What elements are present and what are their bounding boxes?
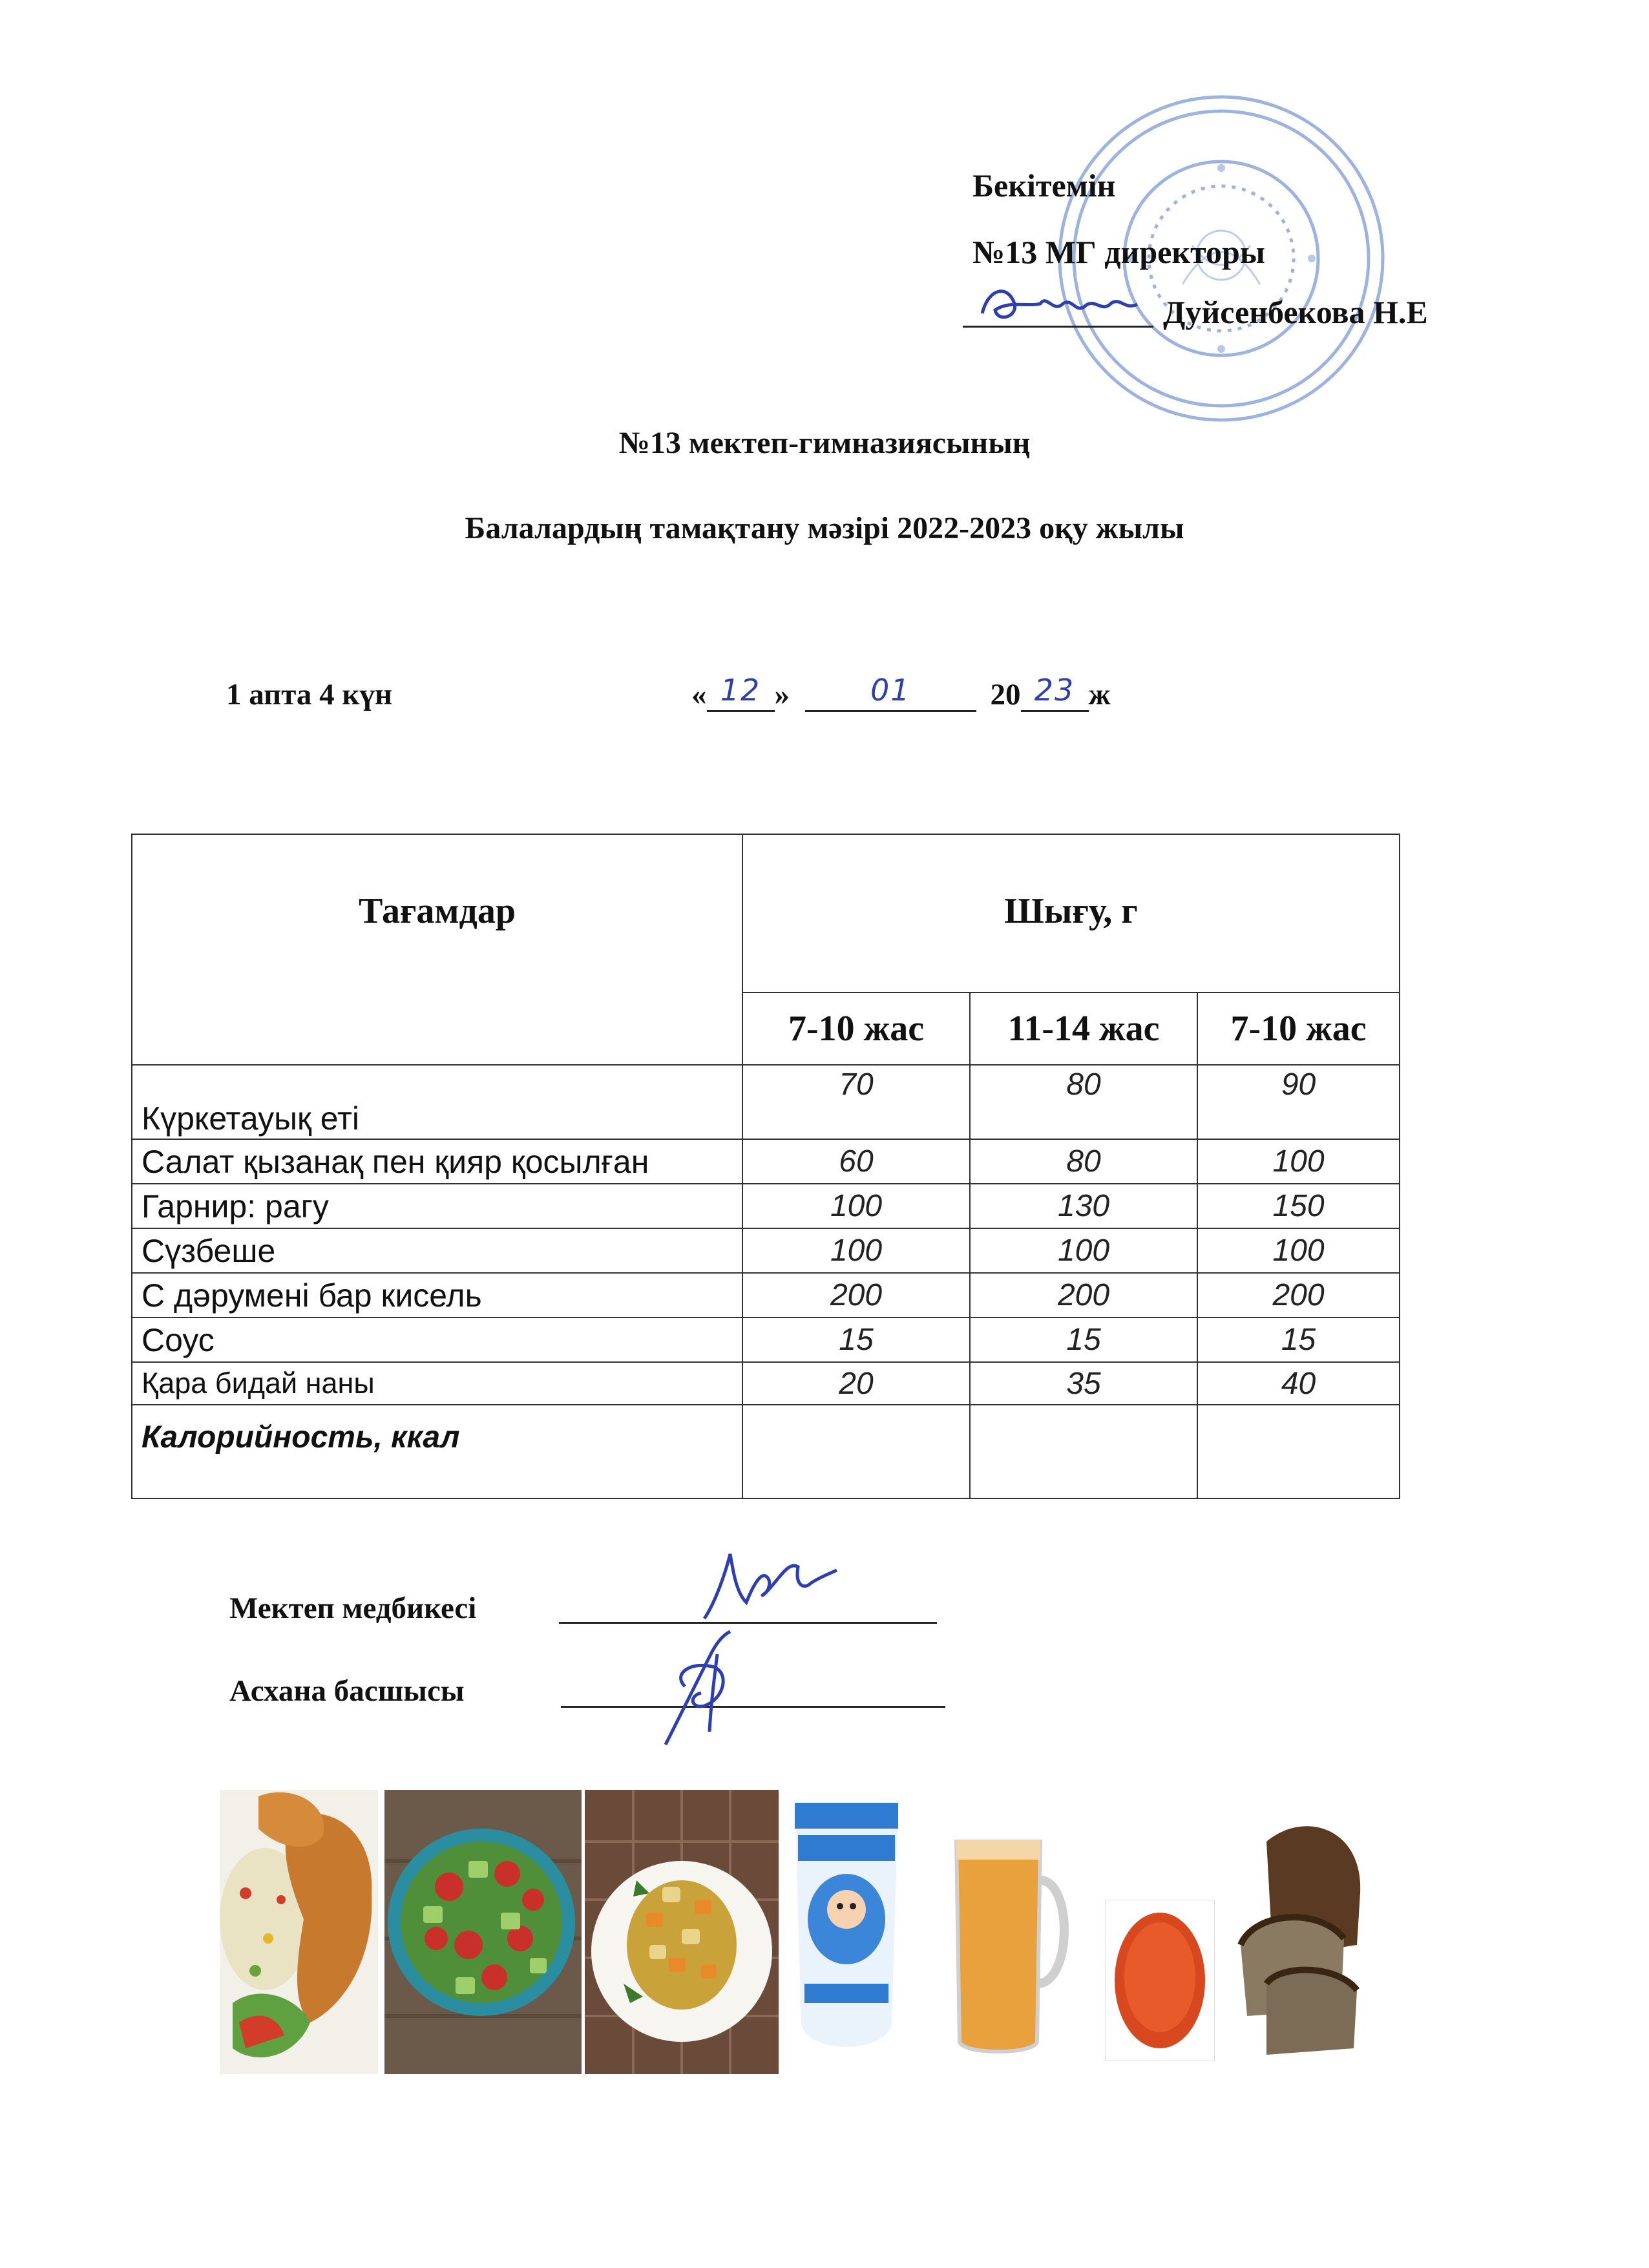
portion-value: 100 bbox=[742, 1184, 970, 1228]
age-group-header: 7-10 жас bbox=[1197, 992, 1400, 1065]
dish-name: Соус bbox=[132, 1318, 742, 1362]
sauce-photo bbox=[1105, 1900, 1215, 2061]
output-header: Шығу, г bbox=[742, 834, 1400, 992]
table-row bbox=[132, 1139, 1400, 1184]
month-blank bbox=[805, 673, 976, 712]
director-name: Дуйсенбекова Н.Е bbox=[1163, 294, 1428, 330]
year-blank bbox=[1021, 673, 1089, 712]
nurse-label: Мектеп медбикесі bbox=[229, 1591, 477, 1625]
portion-value: 15 bbox=[970, 1318, 1197, 1362]
year-mark: ж bbox=[1088, 678, 1111, 711]
portion-value: 15 bbox=[742, 1318, 970, 1362]
day-blank bbox=[707, 673, 775, 712]
portion-value: 150 bbox=[1197, 1184, 1400, 1228]
year-prefix: 20 bbox=[990, 678, 1021, 711]
table-row bbox=[132, 1065, 1400, 1139]
close-quote: » bbox=[774, 678, 790, 711]
dish-name: Сүзбеше bbox=[132, 1228, 742, 1273]
portion-value: 130 bbox=[970, 1184, 1197, 1228]
portion-value: 100 bbox=[1197, 1139, 1400, 1184]
portion-value: 100 bbox=[1197, 1228, 1400, 1273]
dishes-header: Тағамдар bbox=[132, 834, 742, 1065]
table-row bbox=[132, 1318, 1400, 1362]
table-row bbox=[132, 1184, 1400, 1228]
open-quote: « bbox=[691, 678, 707, 711]
dish-name: Салат қызанақ пен қияр қосылған bbox=[132, 1139, 742, 1184]
approval-heading: Бекітемін bbox=[972, 167, 1116, 204]
fried-chicken-photo bbox=[220, 1790, 378, 2074]
age-group-header: 11-14 жас bbox=[970, 992, 1197, 1065]
portion-value: 100 bbox=[742, 1228, 970, 1273]
rye-bread-photo bbox=[1228, 1816, 1363, 2061]
table-row bbox=[132, 1228, 1400, 1273]
dish-name: Гарнир: рагу bbox=[132, 1184, 742, 1228]
day-value: 12 bbox=[720, 673, 761, 708]
salad-photo bbox=[384, 1790, 582, 2074]
yogurt-photo bbox=[785, 1790, 908, 2074]
calories-row bbox=[132, 1405, 1400, 1498]
menu-title: Балалардың тамақтану мәзірі 2022-2023 оқу жылы bbox=[465, 511, 1184, 545]
portion-value: 35 bbox=[970, 1362, 1197, 1405]
portion-value: 200 bbox=[1197, 1273, 1400, 1318]
week-day-label: 1 апта 4 күн bbox=[226, 678, 393, 711]
portion-value: 200 bbox=[970, 1273, 1197, 1318]
portion-value: 60 bbox=[742, 1139, 970, 1184]
table-row bbox=[132, 1273, 1400, 1318]
year-value: 23 bbox=[1034, 673, 1075, 708]
menu-table bbox=[131, 834, 1400, 1499]
portion-value: 100 bbox=[970, 1228, 1197, 1273]
school-title: №13 мектеп-гимназиясының bbox=[618, 426, 1031, 460]
portion-value: 80 bbox=[970, 1139, 1197, 1184]
calories-value bbox=[1197, 1405, 1400, 1498]
portion-value: 40 bbox=[1197, 1362, 1400, 1405]
date-field bbox=[691, 673, 1111, 712]
portion-value: 15 bbox=[1197, 1318, 1400, 1362]
calories-label: Калорийность, ккал bbox=[132, 1405, 742, 1498]
table-row bbox=[132, 1362, 1400, 1405]
age-group-header: 7-10 жас bbox=[742, 992, 970, 1065]
director-signature bbox=[969, 275, 1163, 336]
dish-name: С дәрумені бар кисель bbox=[132, 1273, 742, 1318]
portion-value: 90 bbox=[1197, 1065, 1400, 1139]
approval-position: №13 МГ директоры bbox=[972, 234, 1265, 270]
dish-name: Күркетауық еті bbox=[132, 1065, 742, 1139]
portion-value: 200 bbox=[742, 1273, 970, 1318]
calories-value bbox=[742, 1405, 970, 1498]
portion-value: 70 bbox=[742, 1065, 970, 1139]
kissel-photo bbox=[943, 1829, 1073, 2061]
dish-name: Қара бидай наны bbox=[132, 1362, 742, 1405]
canteen-head-signature bbox=[653, 1628, 762, 1751]
canteen-head-label: Асхана басшысы bbox=[229, 1674, 465, 1708]
portion-value: 20 bbox=[742, 1362, 970, 1405]
portion-value: 80 bbox=[970, 1065, 1197, 1139]
nurse-signature bbox=[698, 1541, 840, 1625]
ragout-photo bbox=[585, 1790, 779, 2074]
calories-value bbox=[970, 1405, 1197, 1498]
month-value: 01 bbox=[870, 673, 911, 708]
